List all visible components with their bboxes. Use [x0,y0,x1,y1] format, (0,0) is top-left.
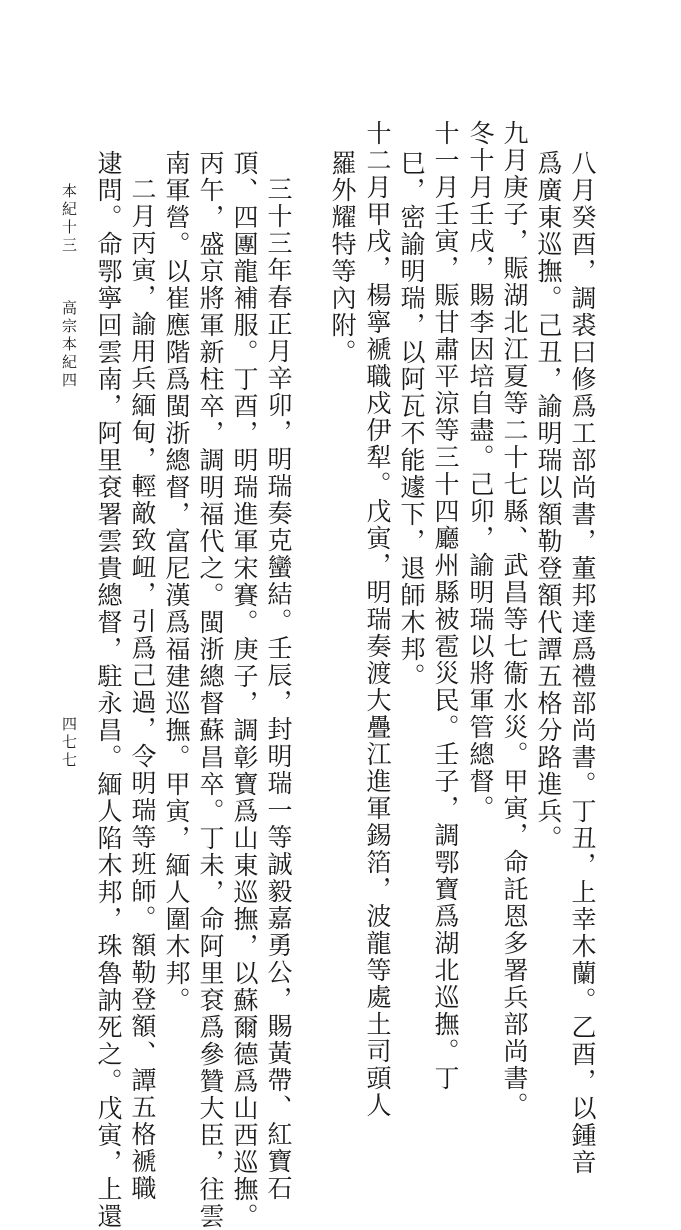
text-column-9: 三十三年春正月辛卯，明瑞奏克蠻結。壬辰，封明瑞一等誠毅嘉勇公，賜黃帶、紅寶石 [264,176,293,1202]
text-column-7: 十二月甲戌，楊寧褫職戍伊犁。戊寅，明瑞奏渡大疊江進軍錫箔，波龍等處土司頭人 [363,120,392,1119]
text-column-10: 頂、四團龍補服。丁酉，明瑞進軍宋賽。庚子，調彰寶爲山東巡撫，以蘇爾德爲山西巡撫。 [230,150,259,1230]
text-column-4: 冬十月壬戌，賜李因培自盡。己卯，諭明瑞以將軍管總督。 [466,120,495,822]
text-column-6: 巳，密諭明瑞，以阿瓦不能遽下，退師木邦。 [397,150,426,690]
text-column-1: 八月癸酉，調裘曰修爲工部尚書，董邦達爲禮部尚書。丁丑，上幸木蘭。乙酉，以鍾音 [568,150,597,1176]
text-column-5: 十一月壬寅，賑甘肅平涼等三十四廳州縣被雹災民。壬子，調鄂寶爲湖北巡撫。丁 [431,120,460,1092]
text-column-12: 南軍營。以崔應階爲閩浙總督，富尼漢爲福建巡撫。甲寅，緬人圍木邦。 [162,150,191,1014]
text-column-8: 羅外耀特等內附。 [328,150,357,366]
running-head-chapter: 本紀十三 [60,183,78,255]
text-column-2: 爲廣東巡撫。己丑，諭明瑞以額勒登額代譚五格分路進兵。 [534,150,563,852]
text-column-11: 丙午，盛京將軍新柱卒，調明福代之。閩浙總督蘇昌卒。丁未，命阿里袞爲參贊大臣，往雲 [196,150,225,1230]
page-number: 四七七 [60,716,78,770]
running-head-section: 高宗本紀四 [60,300,78,390]
text-column-13: 二月丙寅，諭用兵緬甸，輕敵致衄，引爲己過，令明瑞等班師。額勒登額、譚五格褫職 [128,176,157,1202]
text-column-14: 逮問。命鄂寧回雲南，阿里袞署雲貴總督，駐永昌。緬人陷木邦，珠魯訥死之。戊寅，上還 [94,150,123,1230]
text-column-3: 九月庚子，賑湖北江夏等二十七縣、武昌等七衞水災。甲寅，命託恩多署兵部尚書。 [500,120,529,1119]
